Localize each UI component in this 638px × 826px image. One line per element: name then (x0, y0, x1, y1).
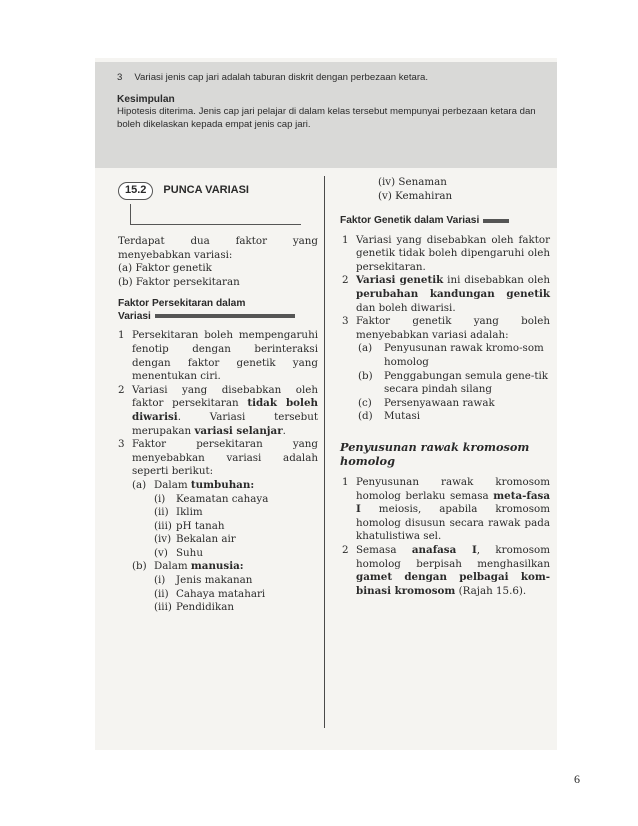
roman-item: (iv) Bekalan air (154, 533, 236, 546)
roman-item: (iii) Pendidikan (154, 601, 234, 614)
list-item: 1 Penyusunan rawak kromosom homolog berlaku semasa meta-fasa I meiosis, apabila kromosom homolog disusun secara rawak pada khatulistiwa sel. (342, 476, 550, 543)
left-column (118, 178, 318, 615)
result-line: 3 Variasi jenis cap jari adalah taburan diskrit dengan perbezaan ketara. (117, 72, 429, 83)
sub-item-humans: (b) Dalam manusia: (132, 560, 244, 573)
list-item: 2 Semasa anafasa I, kromosom homolog berpisah menghasilkan gamet dengan pelbagai kom-binasi kromosom (Rajah 15.6). (342, 543, 550, 597)
list-item: 3 Faktor genetik yang boleh menyebabkan variasi adalah: (342, 315, 550, 341)
sub-item-plants: (a) Dalam tumbuhan: (132, 478, 255, 491)
section-badge: 15.2 (118, 182, 153, 200)
penyusunan-heading: Penyusunan rawak kromosom homolog (340, 440, 530, 468)
genetic-factor-item: (a) Penyusunan rawak kromo-som homolog (358, 342, 544, 369)
roman-item: (iii) pH tanah (154, 519, 225, 532)
column-divider (324, 176, 325, 728)
genetic-factor-item: (c) Persenyawaan rawak (358, 396, 495, 409)
list-item: 2 Variasi yang disebabkan oleh faktor persekitaran tidak boleh diwarisi. Variasi tersebut merupakan variasi selanjar. (118, 383, 318, 437)
section-header (118, 178, 318, 204)
roman-item: (ii) Iklim (154, 506, 203, 519)
conclusion-title: Kesimpulan (117, 93, 175, 105)
roman-item: (ii) Cahaya matahari (154, 587, 266, 600)
list-item: 2 Variasi genetik ini disebabkan oleh perubahan kandungan genetik dan boleh diwarisi. (342, 274, 550, 314)
persekitaran-heading: Faktor Persekitaran dalam Variasi (118, 298, 318, 323)
list-item: 1 Variasi yang disebabkan oleh faktor genetik tidak boleh dipengaruhi oleh persekitaran. (342, 233, 550, 273)
right-column (340, 176, 550, 598)
genetic-factor-item: (b) Penggabungan semula gene-tik secara pindah silang (358, 369, 549, 396)
heading-rule (155, 314, 295, 318)
list-item: 1 Persekitaran boleh mempengaruhi fenotip dengan berinteraksi dengan faktor genetik yang menentukan ciri. (118, 329, 318, 383)
roman-item: (i) Keamatan cahaya (154, 492, 269, 505)
heading-rule (483, 219, 509, 223)
list-item: 3 Faktor persekitaran yang menyebabkan variasi adalah seperti berikut: (118, 438, 318, 478)
intro-paragraph: Terdapat dua faktor yang menyebabkan variasi: (a) Faktor genetik (b) Faktor persekitaran (118, 235, 318, 288)
genetik-heading: Faktor Genetik dalam Variasi (340, 215, 550, 228)
page-number: 6 (574, 772, 580, 786)
genetic-factor-item: (d) Mutasi (358, 410, 421, 423)
conclusion-box (95, 62, 557, 168)
roman-item: (v) Suhu (154, 546, 203, 559)
conclusion-text: Hipotesis diterima. Jenis cap jari pelajar di dalam kelas tersebut mempunyai perbezaan ketara dan boleh dikelaskan kepada empat jenis cap jari. (117, 106, 536, 130)
continued-items: (iv) Senaman (v) Kemahiran (378, 176, 453, 202)
roman-item: (i) Jenis makanan (154, 574, 253, 587)
section-bracket (130, 204, 301, 225)
section-title: PUNCA VARIASI (163, 184, 249, 197)
